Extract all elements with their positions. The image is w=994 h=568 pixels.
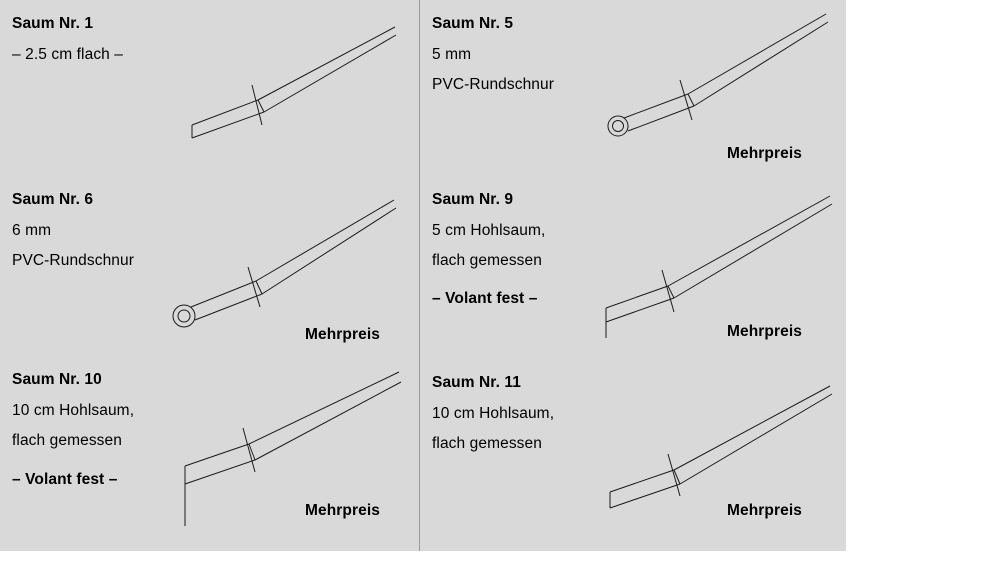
- hem-description-line: flach gemessen: [12, 432, 122, 449]
- hem-illustration-saum-10: [175, 370, 405, 530]
- hem-description-line: flach gemessen: [432, 252, 542, 269]
- hem-illustration-saum-5: [604, 8, 834, 138]
- hem-item-saum-5: [420, 0, 846, 175]
- hem-item-saum-6: [0, 176, 419, 361]
- surcharge-label: Mehrpreis: [727, 145, 802, 162]
- hem-description-line: 6 mm: [12, 222, 52, 239]
- hem-title: Saum Nr. 6: [12, 191, 94, 208]
- hem-item-saum-9: [420, 176, 846, 361]
- hem-title: Saum Nr. 10: [12, 371, 102, 388]
- hem-note: – Volant fest –: [12, 471, 118, 488]
- hem-illustration-saum-9: [598, 190, 838, 340]
- surcharge-label: Mehrpreis: [305, 326, 380, 343]
- hem-description-line: 5 cm Hohlsaum,: [432, 222, 546, 239]
- hem-description-line: 10 cm Hohlsaum,: [432, 405, 555, 422]
- hem-note: – Volant fest –: [432, 290, 538, 307]
- hem-title: Saum Nr. 1: [12, 15, 94, 32]
- hem-item-saum-10: [0, 352, 419, 551]
- hem-description-line: PVC-Rundschnur: [432, 76, 555, 93]
- hem-description-line: 10 cm Hohlsaum,: [12, 402, 135, 419]
- surcharge-label: Mehrpreis: [727, 502, 802, 519]
- hem-description-line: flach gemessen: [432, 435, 542, 452]
- hem-description-line: – 2.5 cm flach –: [12, 46, 124, 63]
- hem-item-saum-11: [420, 352, 846, 551]
- surcharge-label: Mehrpreis: [305, 502, 380, 519]
- surcharge-label: Mehrpreis: [727, 323, 802, 340]
- hem-title: Saum Nr. 9: [432, 191, 514, 208]
- hem-description-line: 5 mm: [432, 46, 472, 63]
- hem-illustration-saum-11: [602, 382, 837, 522]
- hem-description-line: PVC-Rundschnur: [12, 252, 135, 269]
- hem-illustration-saum-1: [190, 25, 400, 145]
- hem-title: Saum Nr. 11: [432, 374, 521, 391]
- hem-illustration-saum-6: [170, 194, 400, 329]
- hem-title: Saum Nr. 5: [432, 15, 514, 32]
- hem-item-saum-1: [0, 0, 419, 175]
